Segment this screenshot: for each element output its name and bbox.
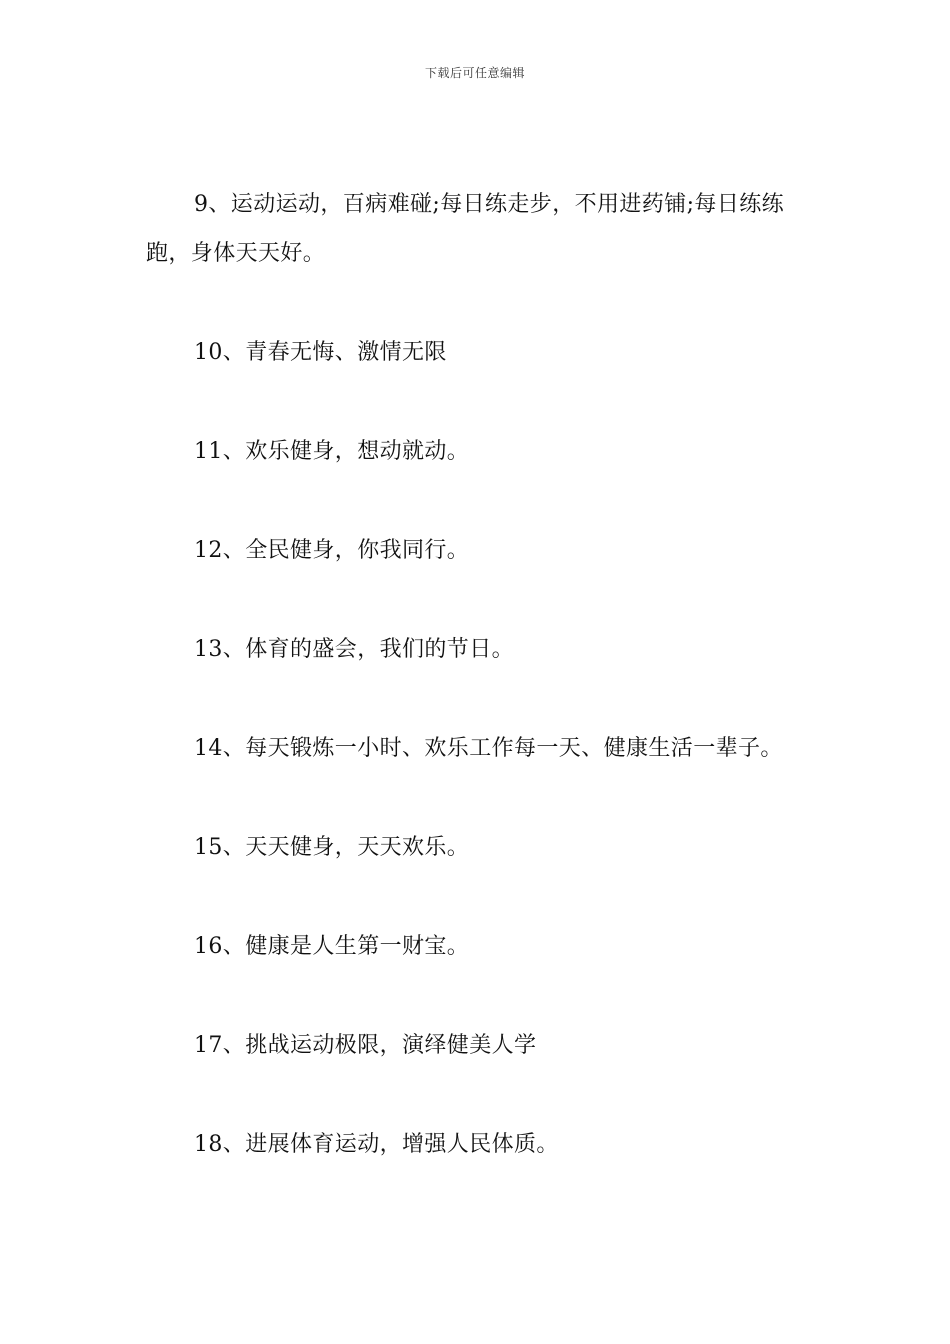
paragraph-12: 12、全民健身，你我同行。 (194, 538, 470, 563)
document-body (146, 180, 810, 1169)
paragraph-14: 14、每天锻炼一小时、欢乐工作每一天、健康生活一辈子。 (194, 736, 783, 761)
paragraph-9: 9、运动运动，百病难碰;每日练走步，不用进药铺;每日练练跑，身体天天好。 (146, 192, 785, 266)
paragraph-10: 10、青春无悔、激情无限 (194, 340, 447, 365)
paragraph-13: 13、体育的盛会，我们的节日。 (194, 637, 514, 662)
page-header-note: 下载后可任意编辑 (424, 66, 525, 80)
paragraph-16: 16、健康是人生第一财宝。 (194, 934, 470, 959)
paragraph-17: 17、挑战运动极限，演绎健美人学 (194, 1033, 537, 1058)
paragraph-15: 15、天天健身，天天欢乐。 (194, 835, 470, 860)
paragraph-18: 18、进展体育运动，增强人民体质。 (194, 1132, 559, 1157)
paragraph-11: 11、欢乐健身，想动就动。 (194, 439, 470, 464)
